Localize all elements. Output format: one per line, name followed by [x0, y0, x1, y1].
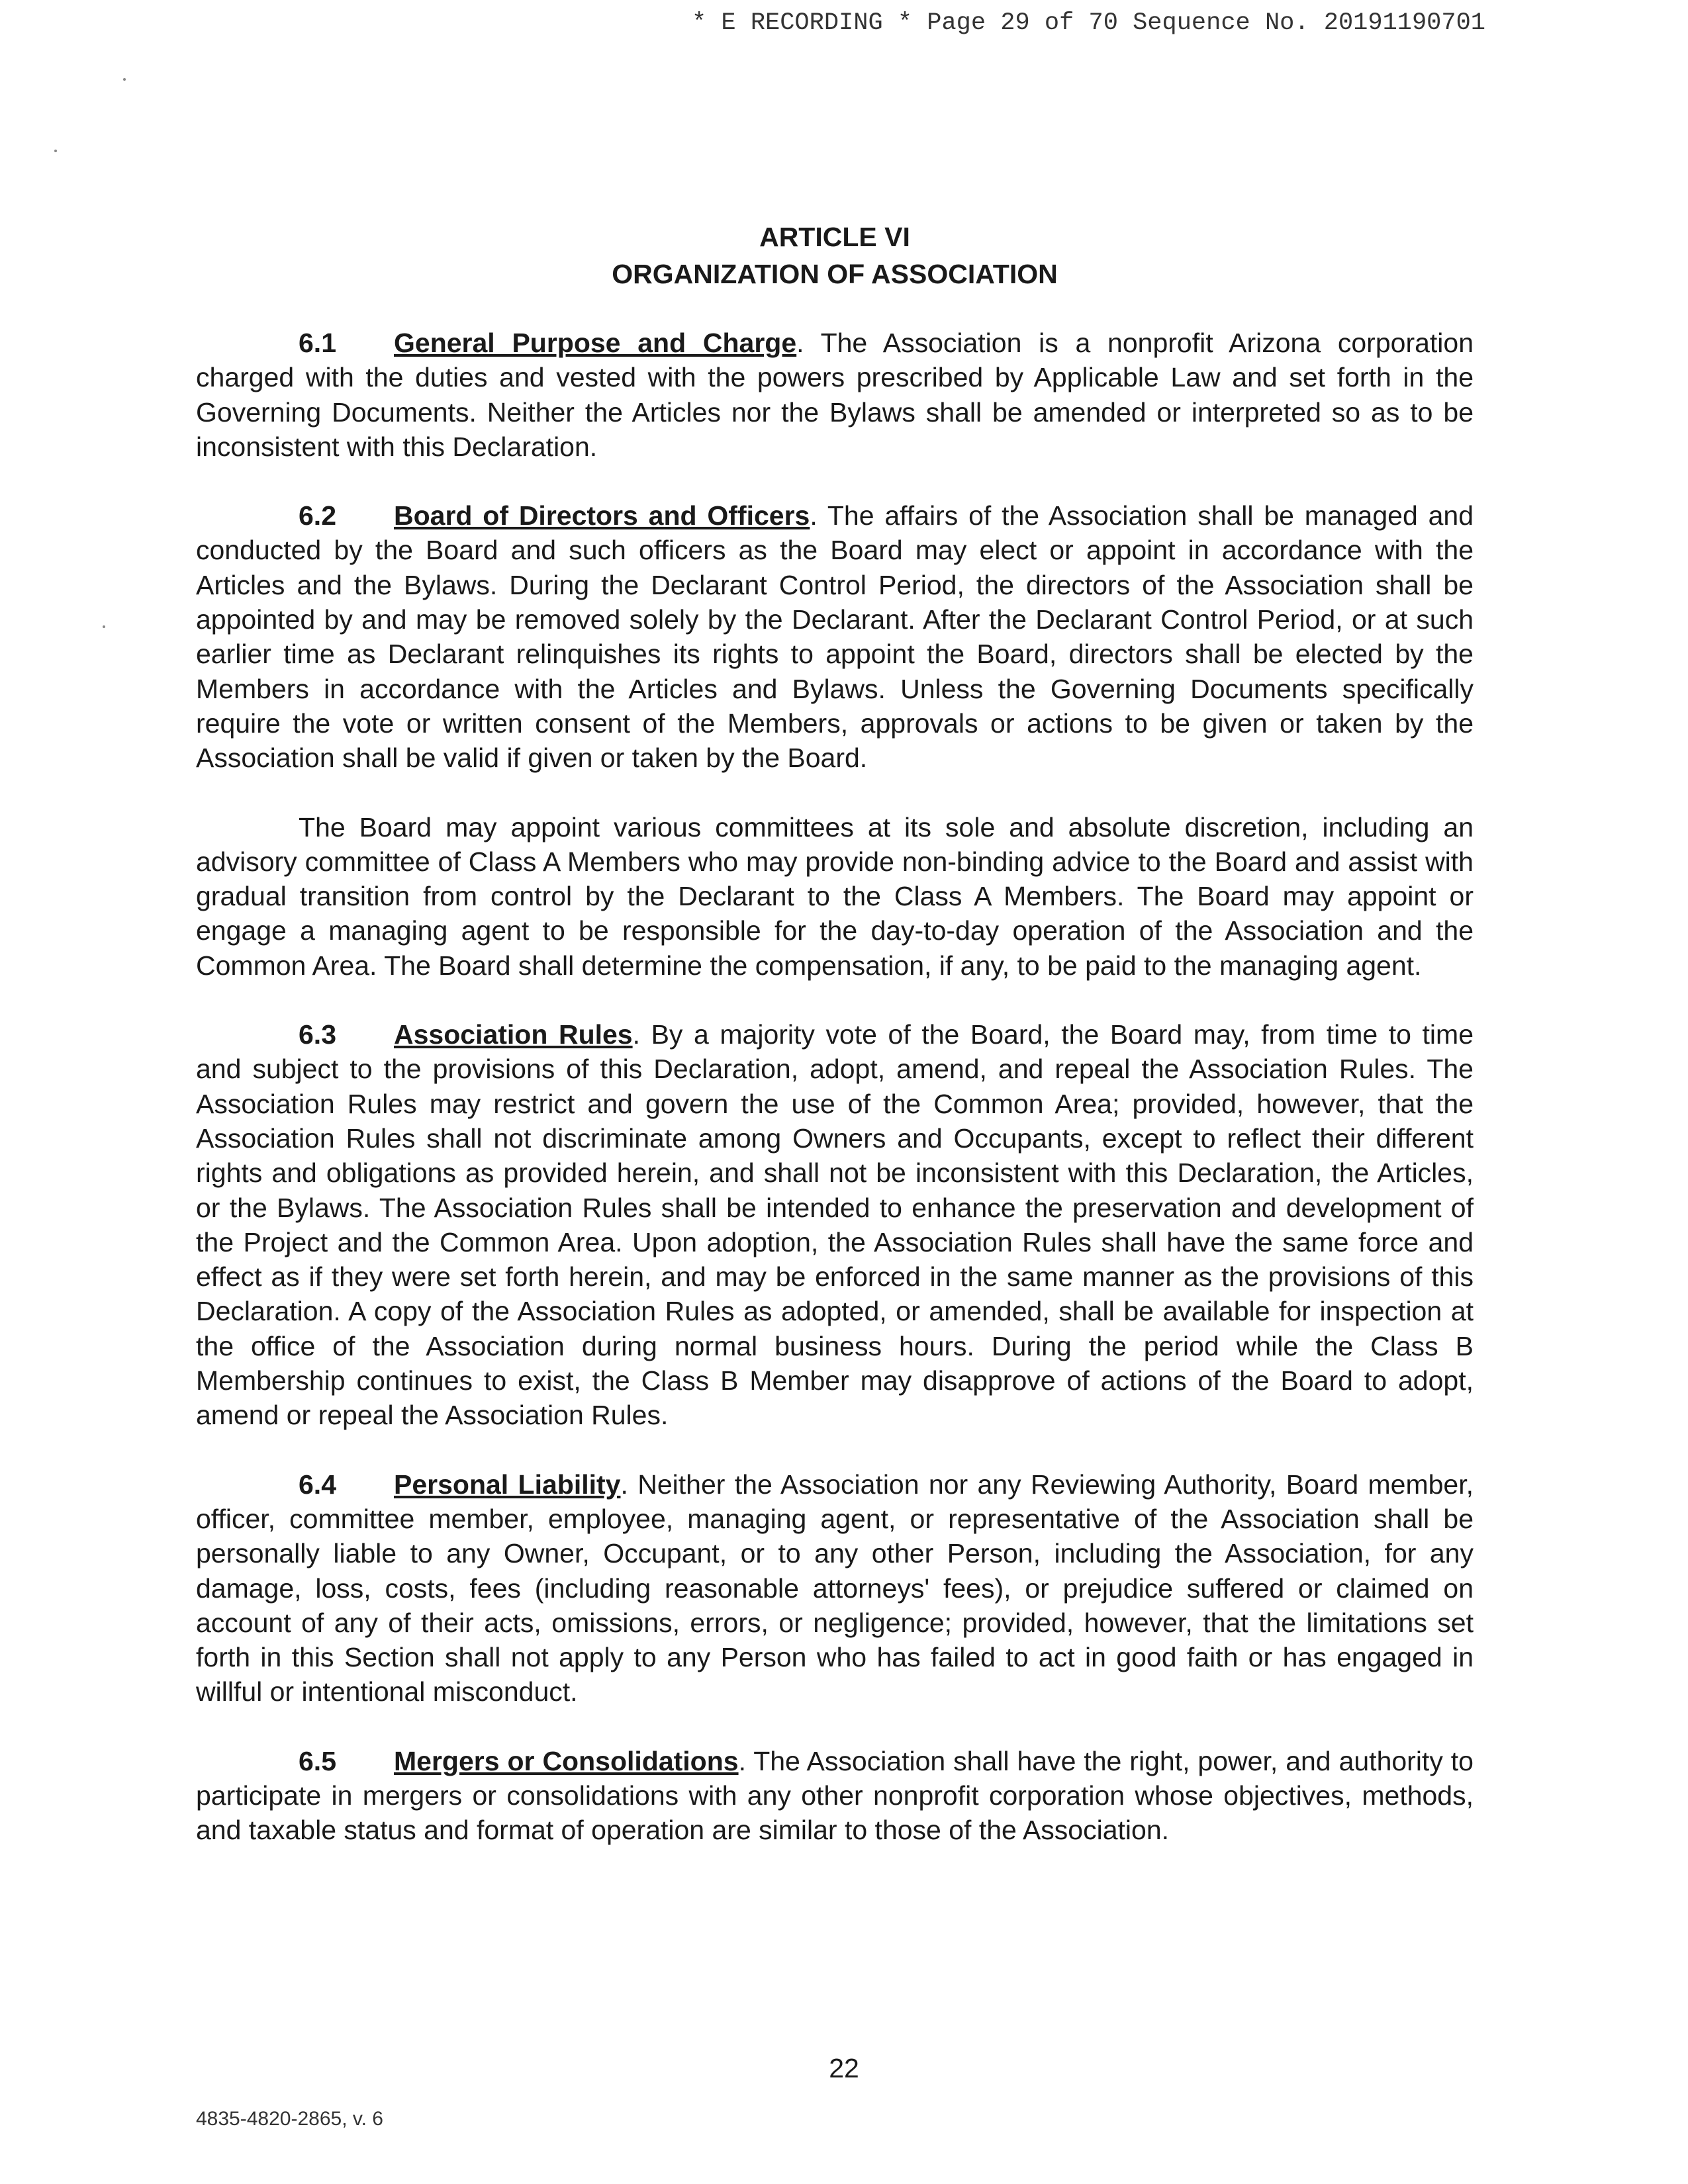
- article-title: ARTICLE VI: [759, 222, 910, 252]
- section-6-3: [196, 1017, 1474, 1433]
- section-title-punct: .: [738, 1745, 746, 1776]
- section-number: 6.3: [299, 1019, 336, 1050]
- section-title: Association Rules: [394, 1019, 633, 1050]
- section-title-punct: .: [796, 328, 804, 358]
- section-body: The affairs of the Association shall be managed and conducted by the Board and such officers as the Board may elect or appoint in accordance with the Articles and the Bylaws. During the Declarant Control Period, the directors of the Association shall be appointed by and may be removed solely by the Declarant. After the Declarant Control Period, or at such earlier time as Declarant relinquishes its rights to appoint the Board, directors shall be elected by the Members in accordance with the Articles and Bylaws. Unless the Governing Documents specifically require the vote or written consent of the Members, approvals or actions to be given or taken by the Association shall be valid if given or taken by the Board.: [196, 500, 1474, 774]
- section-title-punct: .: [620, 1469, 628, 1500]
- section-title: Mergers or Consolidations: [394, 1745, 739, 1776]
- section-title-punct: .: [810, 500, 818, 531]
- document-id: 4835-4820-2865, v. 6: [196, 2108, 383, 2130]
- section-6-5: [196, 1744, 1474, 1848]
- section-title: Board of Directors and Officers: [394, 500, 810, 531]
- section-body: Neither the Association nor any Reviewing Authority, Board member, officer, committee member, employee, managing agent, or representative of the Association shall be personally liable to any Owner, Occupant, or to any other Person, including the Association, for any damage, loss, costs, fees (including reasonable attorneys' fees), or prejudice suffered or claimed on account of any of their acts, omissions, errors, or negligence; provided, however, that the limitations set forth in this Section shall not apply to any Person who has failed to act in good faith or has engaged in willful or intentional misconduct.: [196, 1469, 1474, 1707]
- section-number: 6.4: [299, 1469, 336, 1500]
- section-title: General Purpose and Charge: [394, 328, 797, 358]
- section-body: The Association shall have the right, power, and authority to participate in mergers or consolidations with any other nonprofit corporation whose objectives, methods, and taxable status and format of operation are similar to those of the Association.: [196, 1745, 1474, 1846]
- section-body: By a majority vote of the Board, the Board may, from time to time and subject to the provisions of this Declaration, adopt, amend, and repeal the Association Rules. The Association Rules may restrict and govern the use of the Common Area; provided, however, that the Association Rules shall not discriminate among Owners and Occupants, except to reflect their different rights and obligations as provided herein, and shall not be inconsistent with this Declaration, the Articles, or the Bylaws. The Association Rules shall be intended to enhance the preservation and development of the Project and the Common Area. Upon adoption, the Association Rules shall have the same force and effect as if they were set forth herein, and may be enforced in the same manner as the provisions of this Declaration. A copy of the Association Rules as adopted, or amended, shall be available for inspection at the office of the Association during normal business hours. During the period while the Class B Membership continues to exist, the Class B Member may disapprove of actions of the Board to adopt, amend or repeal the Association Rules.: [196, 1019, 1474, 1431]
- article-subtitle: ORGANIZATION OF ASSOCIATION: [612, 259, 1058, 289]
- section-number: 6.1: [299, 328, 336, 358]
- section-title: Personal Liability: [394, 1469, 621, 1500]
- scan-speck: [54, 150, 57, 152]
- section-6-4: [196, 1467, 1474, 1709]
- section-6-2: [196, 498, 1474, 775]
- document-body: [196, 218, 1474, 1882]
- recording-header: * E RECORDING * Page 29 of 70 Sequence No. 20191190701: [692, 9, 1485, 37]
- section-6-2-continuation: The Board may appoint various committees at its sole and absolute discretion, including an advisory committee of Class A Members who may provide non-binding advice to the Board and assist with gradual transition from control by the Declarant to the Class A Members. The Board may appoint or engage a managing agent to be responsible for the day-to-day operation of the Association and the Common Area. The Board shall determine the compensation, if any, to be paid to the managing agent.: [196, 811, 1474, 981]
- section-6-1: [196, 326, 1474, 464]
- section-body: The Association is a nonprofit Arizona corporation charged with the duties and vested with the powers prescribed by Applicable Law and set forth in the Governing Documents. Neither the Articles nor the Bylaws shall be amended or interpreted so as to be inconsistent with this Declaration.: [196, 328, 1474, 462]
- section-number: 6.2: [299, 500, 336, 531]
- section-number: 6.5: [299, 1745, 336, 1776]
- scan-speck: [103, 625, 105, 628]
- scan-speck: [123, 78, 126, 81]
- page-number: 22: [829, 2053, 859, 2083]
- section-title-punct: .: [632, 1019, 641, 1050]
